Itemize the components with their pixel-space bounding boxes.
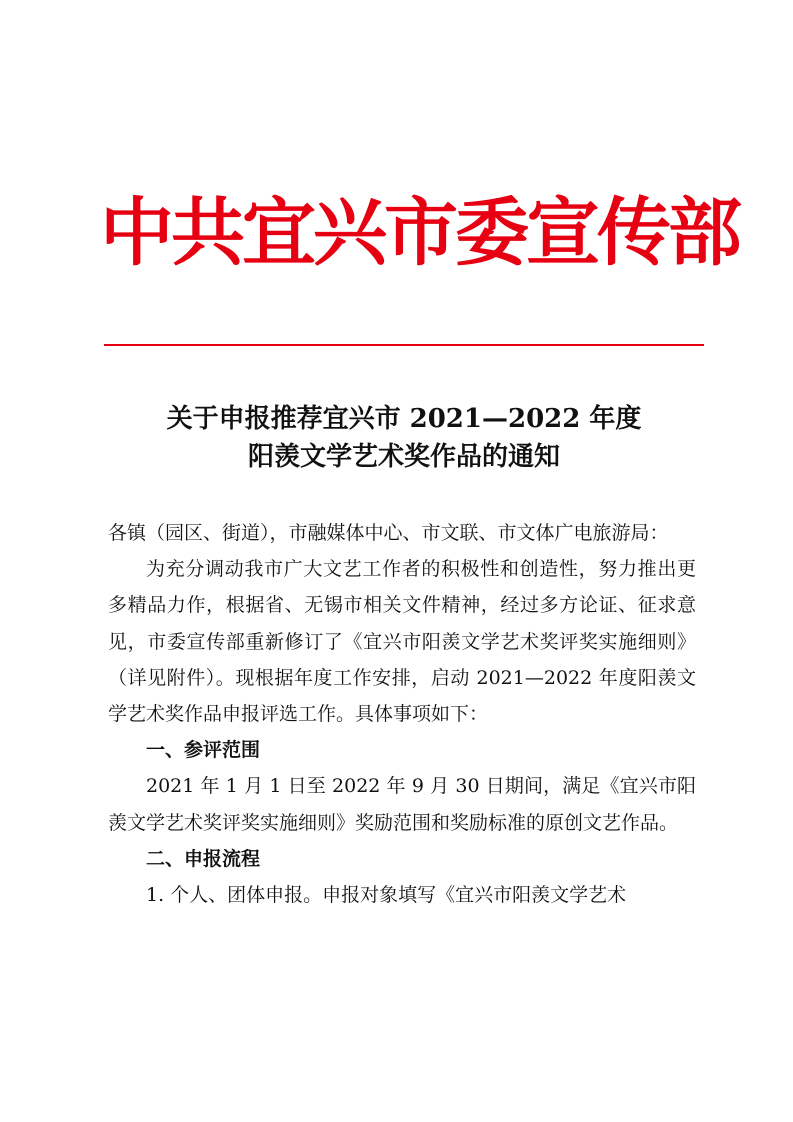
section-2-item-1: 1. 个人、团体申报。申报对象填写《宜兴市阳羡文学艺术 (146, 884, 627, 907)
section-2-heading: 二、申报流程 (146, 847, 261, 870)
title-line-2: 阳羡文学艺术奖作品的通知 (247, 442, 560, 472)
intro-paragraph: 为充分调动我市广大文艺工作者的积极性和创造性，努力推出更多精品力作，根据省、无锡市相关文件精神，经过多方论证、征求意见，市委宣传部重新修订了《宜兴市阳羡文学艺术奖评奖实施细则》（详见附件）。现根据年度工作安排，启动 2021—2022 年度阳羡文学艺术奖作品申报评选工作。具体事项如下： (108, 558, 696, 726)
document-body (108, 515, 696, 913)
section-1-heading: 一、参评范围 (146, 739, 261, 762)
recipients-paragraph: 各镇（园区、街道），市融媒体中心、市文联、市文体广电旅游局： (108, 522, 669, 544)
masthead-red-rule (104, 344, 704, 346)
masthead-organization: 中共宜兴市委宣传部 (100, 190, 739, 276)
title-line-1: 关于申报推荐宜兴市 2021—2022 年度 (166, 404, 642, 434)
document-title (104, 400, 704, 476)
section-1-paragraph: 2021 年 1 月 1 日至 2022 年 9 月 30 日期间，满足《宜兴市阳羡文学艺术奖评奖实施细则》奖励范围和奖励标准的原创文艺作品。 (108, 775, 696, 834)
